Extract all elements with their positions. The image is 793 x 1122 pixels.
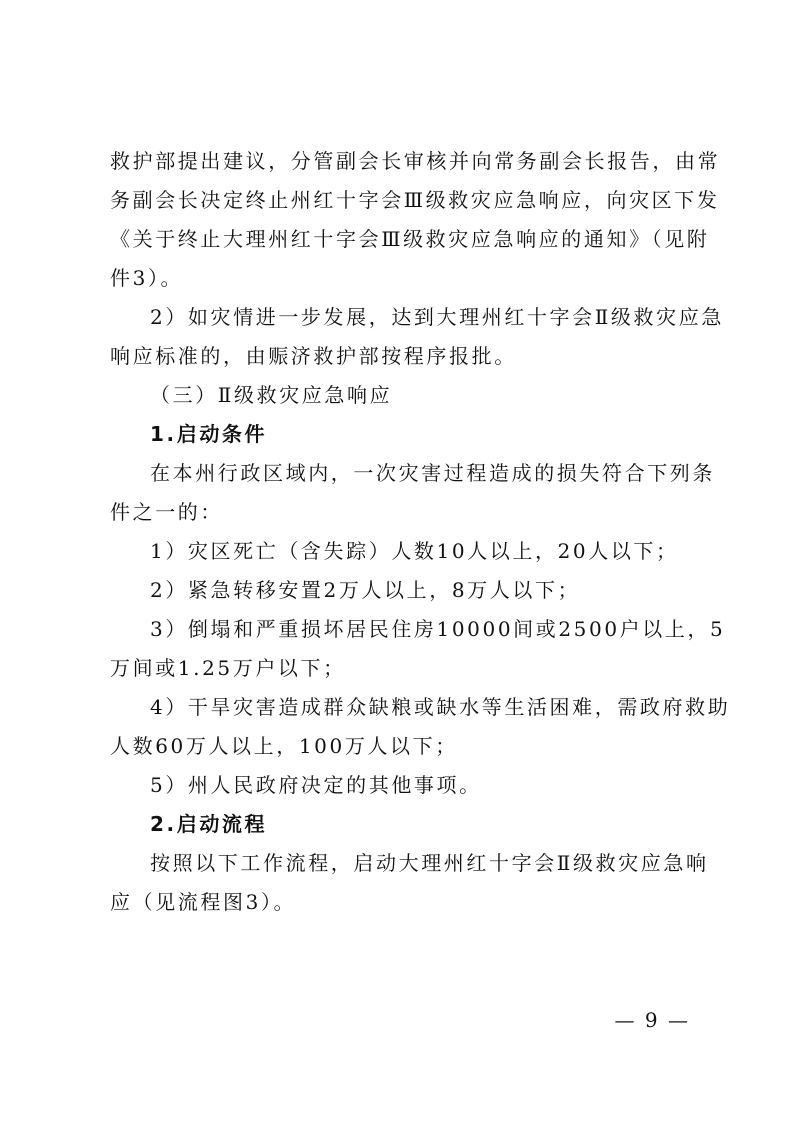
paragraph-termination-procedure xyxy=(110,142,721,298)
paragraph-escalation xyxy=(110,298,724,376)
text-line: 按照以下工作流程，启动大理州红十字会Ⅱ级救灾应急响 xyxy=(150,851,709,875)
condition-item-4 xyxy=(110,688,731,766)
text-line: 人数60万人以上，100万人以下； xyxy=(110,734,458,758)
condition-item-2 xyxy=(110,571,695,610)
text-line: 3）倒塌和严重损坏居民住房10000间或2500户以上，5 xyxy=(150,617,726,641)
text-line: 在本州行政区域内，一次灾害过程造成的损失符合下列条 xyxy=(150,461,715,485)
text-line: 件之一的： xyxy=(110,500,223,524)
condition-item-5 xyxy=(110,766,695,805)
text-line: 响应标准的，由赈济救护部按程序报批。 xyxy=(110,344,517,368)
section-title-level2-response xyxy=(110,376,695,415)
heading-activation-conditions xyxy=(110,415,695,454)
text-line: 2）紧急转移安置2万人以上，8万人以下； xyxy=(150,578,581,602)
text-line: 2）如灾情进一步发展，达到大理州红十字会Ⅱ级救灾应急 xyxy=(150,305,724,329)
text-line: 5）州人民政府决定的其他事项。 xyxy=(150,773,482,797)
heading-text: 1.启动条件 xyxy=(150,422,268,446)
section-title: （三）Ⅱ级救灾应急响应 xyxy=(150,383,393,407)
text-line: 4）干旱灾害造成群众缺粮或缺水等生活困难，需政府救助 xyxy=(150,695,731,719)
text-line: 救护部提出建议，分管副会长审核并向常务副会长报告，由常 xyxy=(110,149,721,173)
text-line: 件3）。 xyxy=(110,266,184,290)
text-line: 1）灾区死亡（含失踪）人数10人以上，20人以下； xyxy=(150,539,679,563)
text-line: 应（见流程图3）。 xyxy=(110,890,297,914)
text-line: 《关于终止大理州红十字会Ⅲ级救灾应急响应的通知》（见附 xyxy=(110,227,710,251)
heading-activation-process xyxy=(110,805,695,844)
text-line: 万间或1.25万户以下； xyxy=(110,656,346,680)
page-number: — 9 — xyxy=(614,1008,690,1032)
condition-item-3 xyxy=(110,610,726,688)
heading-text: 2.启动流程 xyxy=(150,812,268,836)
condition-item-1 xyxy=(110,532,695,571)
paragraph-process xyxy=(110,844,709,922)
text-line: 务副会长决定终止州红十字会Ⅲ级救灾应急响应，向灾区下发 xyxy=(110,188,720,212)
paragraph-conditions-intro xyxy=(110,454,715,532)
